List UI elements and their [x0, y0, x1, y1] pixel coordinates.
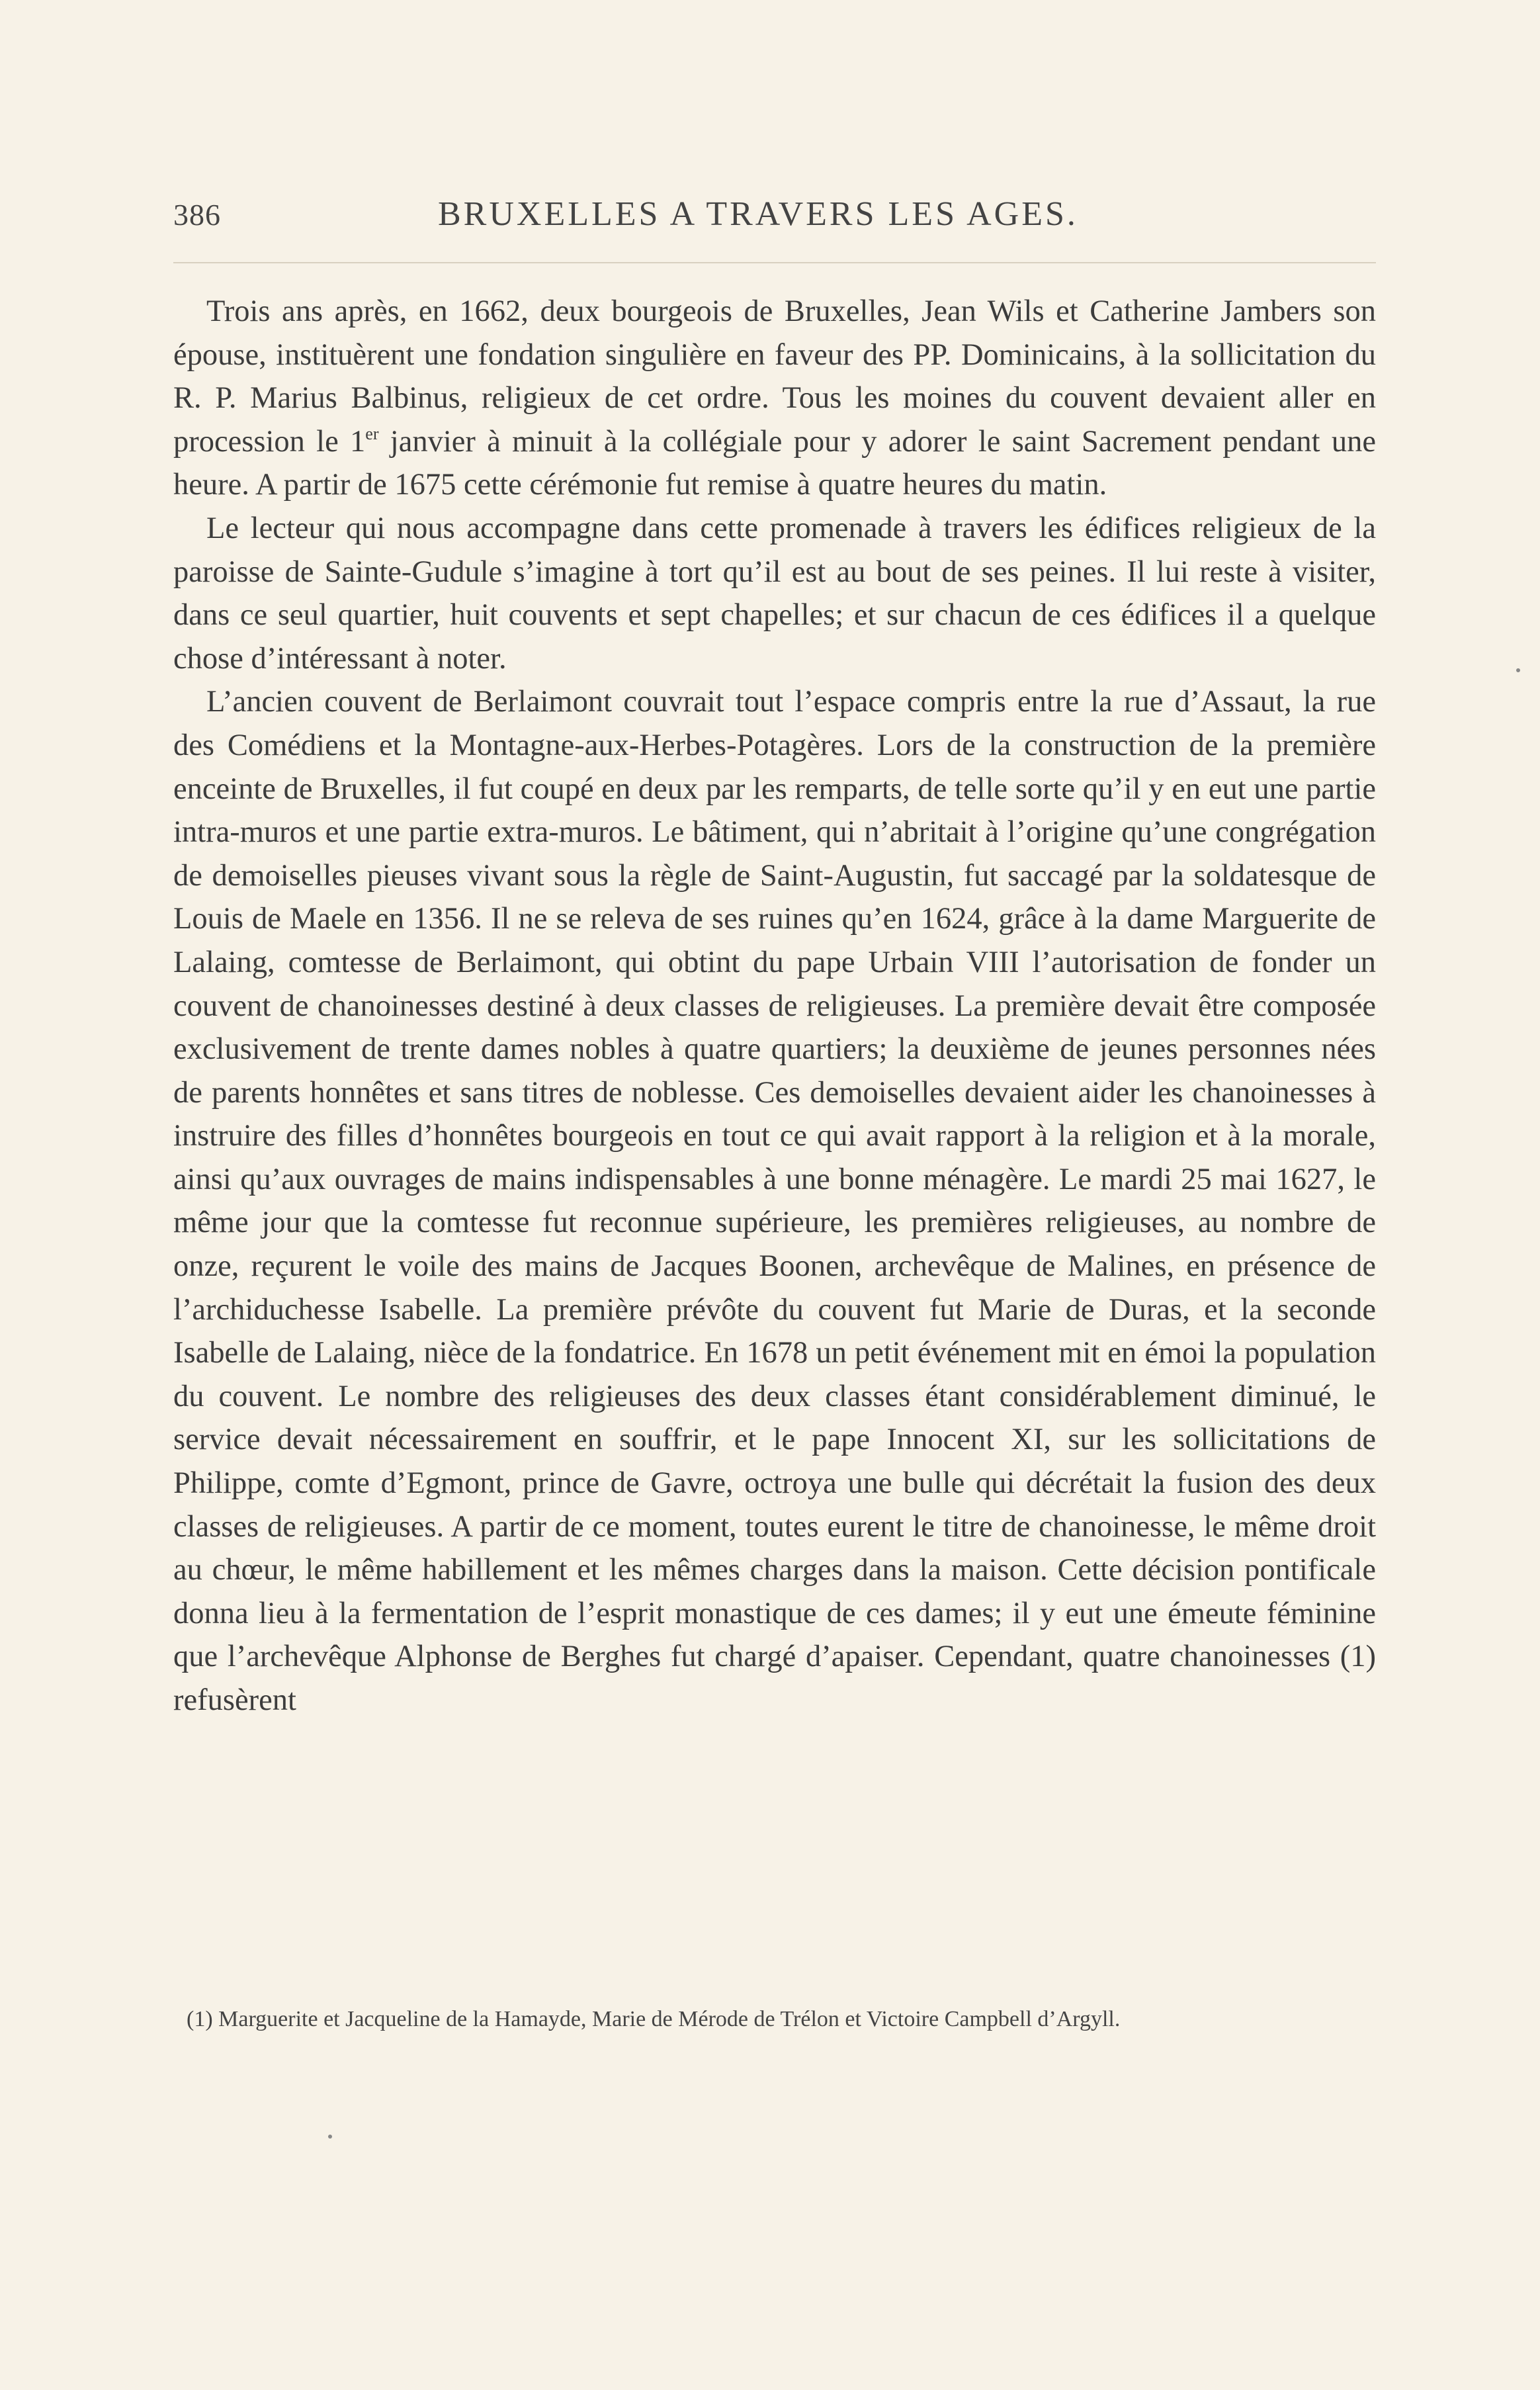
- paragraph-1: [173, 290, 1376, 507]
- footnote: (1) Marguerite et Jacqueline de la Hamayde, Marie de Mérode de Trélon et Victoire Campbell d’Argyll.: [187, 2007, 1121, 2031]
- paragraph-2: Le lecteur qui nous accompagne dans cette promenade à travers les édifices religieux de la paroisse de Sainte-Gudule s’imagine à tort qu’il est au bout de ses peines. Il lui reste à visiter, dans ce seul quartier, huit couvents et sept chapelles; et sur chacun de ces édifices il a quelque chose d’intéressant à noter.: [173, 511, 1376, 676]
- header-rule: [173, 262, 1376, 263]
- body-text: [173, 290, 1376, 1722]
- paragraph-1-text-end: janvier à minuit à la collégiale pour y adorer le saint Sacrement pendant une heure. A partir de 1675 cette cérémonie fut remise à quatre heures du matin.: [173, 424, 1376, 502]
- page-number: 386: [173, 198, 221, 232]
- margin-mark: [1516, 668, 1520, 672]
- superscript: er: [365, 423, 379, 443]
- running-title: BRUXELLES A TRAVERS LES AGES.: [438, 195, 1078, 233]
- margin-mark: [328, 2135, 332, 2139]
- page-header: [173, 197, 1376, 250]
- paragraph-3: L’ancien couvent de Berlaimont couvrait tout l’espace compris entre la rue d’Assaut, la rue des Comédiens et la Montagne-aux-Herbes-Potagères. Lors de la construction de la première enceinte de Bruxelles, il fut coupé en deux par les remparts, de telle sorte qu’il y en eut une partie intra-muros et une partie extra-muros. Le bâtiment, qui n’abritait à l’origine qu’une congrégation de demoiselles pieuses vivant sous la règle de Saint-Augustin, fut saccagé par la soldatesque de Louis de Maele en 1356. Il ne se releva de ses ruines qu’en 1624, grâce à la dame Marguerite de Lalaing, comtesse de Berlaimont, qui obtint du pape Urbain VIII l’autorisation de fonder un couvent de chanoinesses destiné à deux classes de religieuses. La première devait être composée exclusivement de trente dames nobles à quatre quartiers; la deuxième de jeunes personnes nées de parents honnêtes et sans titres de noblesse. Ces demoiselles devaient aider les chanoinesses à instruire des filles d’honnêtes bourgeois en tout ce qui avait rapport à la religion et à la morale, ainsi qu’aux ouvrages de mains indispensables à une bonne ménagère. Le mardi 25 mai 1627, le même jour que la comtesse fut reconnue supérieure, les premières religieuses, au nombre de onze, reçurent le voile des mains de Jacques Boonen, archevêque de Malines, en présence de l’archiduchesse Isabelle. La première prévôte du couvent fut Marie de Duras, et la seconde Isabelle de Lalaing, nièce de la fondatrice. En 1678 un petit événement mit en émoi la population du couvent. Le nombre des religieuses des deux classes étant considérablement diminué, le service devait nécessairement en souffrir, et le pape Innocent XI, sur les sollicitations de Philippe, comte d’Egmont, prince de Gavre, octroya une bulle qui décrétait la fusion des deux classes de religieuses. A partir de ce moment, toutes eurent le titre de chanoinesse, le même droit au chœur, le même habillement et les mêmes charges dans la maison. Cette décision pontificale donna lieu à la fermentation de l’esprit monastique de ces dames; il y eut une émeute féminine que l’archevêque Alphonse de Berghes fut chargé d’apaiser. Cependant, quatre chanoinesses (1) refusèrent: [173, 685, 1376, 1717]
- paragraph-1-text: Trois ans après, en 1662, deux bourgeois de Bruxelles, Jean Wils et Catherine Jambers son épouse, instituèrent une fondation singulière en faveur des PP. Dominicains, à la sollicitation du R. P. Marius Balbinus, religieux de cet ordre. Tous les moines du couvent devaient aller en procession le 1: [173, 294, 1376, 459]
